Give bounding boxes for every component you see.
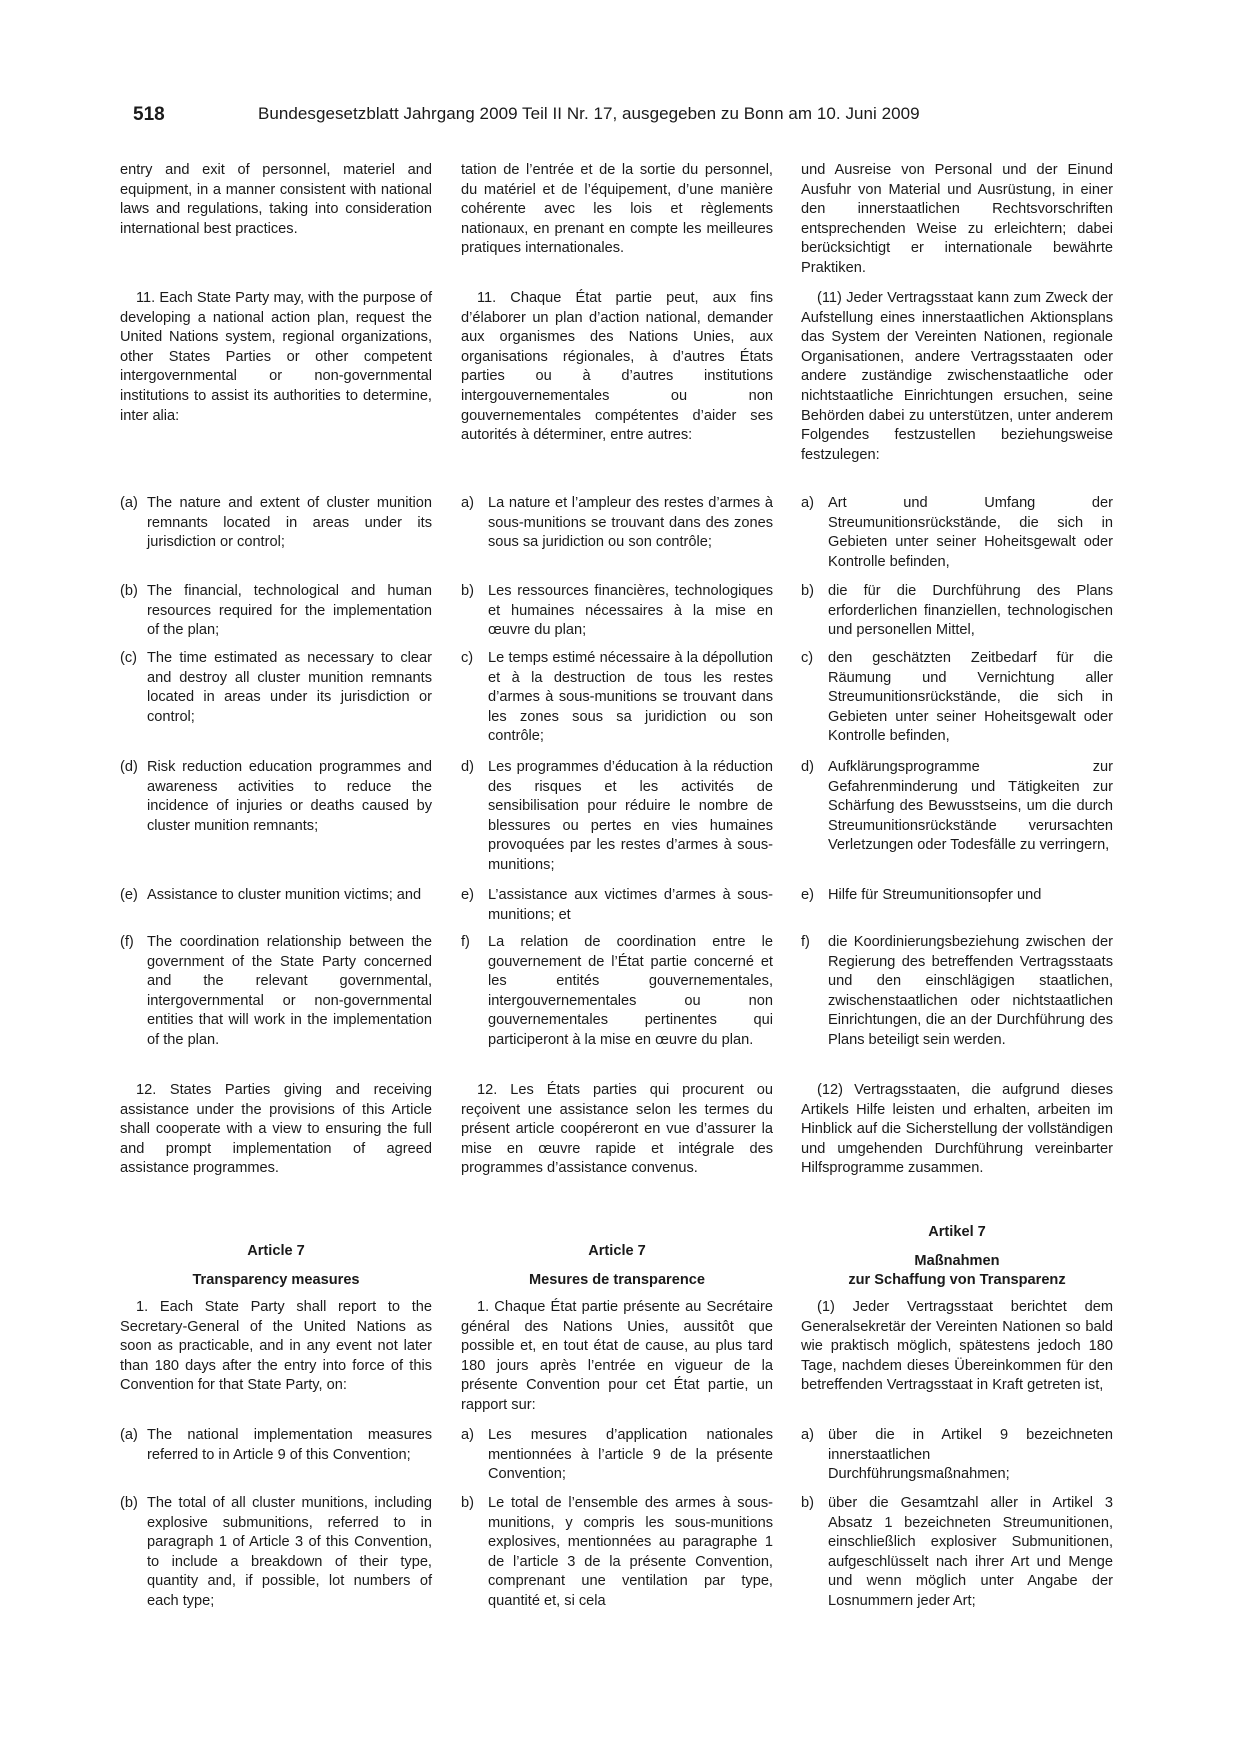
item-text: Le total de l’ensemble des armes à sous-munitions, y compris les sous-munitions explosives, mentionnées au paragraphe 1 de l’article 3 de la présente Convention, comprenant une ventilation par type, quantité et, si cela bbox=[488, 1495, 773, 1609]
en-article-title: Transparency measures bbox=[192, 1272, 360, 1288]
item-text: die Koordinierungsbeziehung zwischen der Regierung des betreffenden Vertragsstaats und den einschlägigen staatlichen, zwischenstaatlichen oder nichtstaatlichen Einrichtungen, die an der Durchführung des Plans beteiligt sein werden. bbox=[828, 934, 1113, 1048]
item-text: L’assistance aux victimes d’armes à sous-munitions; et bbox=[488, 887, 773, 923]
de-item-f bbox=[801, 933, 1113, 1051]
item-label: e) bbox=[801, 887, 814, 903]
en-item-b bbox=[120, 582, 432, 641]
de-article-title-line-2: zur Schaffung von Transparenz bbox=[848, 1272, 1066, 1288]
item-label: (d) bbox=[120, 759, 138, 775]
en-article-heading: Article 7 bbox=[247, 1243, 305, 1259]
en-paragraph-11: 11. Each State Party may, with the purpose of developing a national action plan, request the United Nations system, regional organizations, other States Parties or other competent intergovernmental or non-governmental institutions to assist its authorities to determine, inter alia: bbox=[120, 290, 432, 424]
item-text: über die Gesamtzahl aller in Artikel 3 Absatz 1 bezeichneten Streumunitionen, einschließlich explosiver Submunitionen, aufgeschlüsselt nach ihrer Art und Menge und wenn möglich unter Angabe der Losnummern jeder Art; bbox=[828, 1495, 1113, 1609]
item-label: a) bbox=[801, 1427, 814, 1443]
de-item-c bbox=[801, 649, 1113, 747]
fr-paragraph-12: 12. Les États parties qui procurent ou reçoivent une assistance selon les termes du présent article coopéreront en vue d’assurer la mise en œuvre rapide et intégrale des programmes d’assistance convenus. bbox=[461, 1082, 773, 1177]
item-text: The total of all cluster munitions, including explosive submunitions, referred to in paragraph 1 of Article 3 of this Convention, to include a breakdown of their type, quantity and, if possible, lot numbers of each type; bbox=[147, 1495, 432, 1609]
item-text: die für die Durchführung des Plans erforderlichen finanziellen, technologischen und personellen Mittel, bbox=[828, 583, 1113, 639]
item-label: (e) bbox=[120, 887, 138, 903]
item-label: a) bbox=[461, 1427, 474, 1443]
item-label: c) bbox=[461, 650, 474, 666]
en-item-c bbox=[120, 649, 432, 727]
de-article7-item-b bbox=[801, 1494, 1113, 1612]
fr-item-d bbox=[461, 758, 773, 876]
item-text: Les mesures d’application nationales mentionnées à l’article 9 de la présente Convention; bbox=[488, 1427, 773, 1483]
de-item-d bbox=[801, 758, 1113, 856]
de-intro-paragraph: und Ausreise von Personal und der Einund Ausfuhr von Material und Ausrüstung, in einer den innerstaatlichen Rechtsvorschriften entsprechenden Weise zu erleichtern; dabei berücksichtigt er internationale bewährte Praktiken. bbox=[801, 162, 1113, 276]
fr-paragraph-11: 11. Chaque État partie peut, aux fins d’élaborer un plan d’action national, demander aux organismes des Nations Unies, aux organisations régionales, à d’autres États parties ou à d’autres institutions intergouvernementales ou non gouvernementales compétentes d’aider ses autorités à déterminer, entre autres: bbox=[461, 290, 773, 444]
item-label: a) bbox=[801, 495, 814, 511]
fr-article7-paragraph-1: 1. Chaque État partie présente au Secrétaire général des Nations Unies, aussitôt que possible et, en tout état de cause, au plus tard 180 jours après l’entrée en vigueur de la présente Convention pour cet État partie, un rapport sur: bbox=[461, 1299, 773, 1413]
de-item-a bbox=[801, 494, 1113, 572]
en-paragraph-12: 12. States Parties giving and receiving assistance under the provisions of this Article shall cooperate with a view to ensuring the full and prompt implementation of agreed assistance programmes. bbox=[120, 1082, 432, 1177]
item-label: e) bbox=[461, 887, 474, 903]
en-item-d bbox=[120, 758, 432, 836]
item-label: (c) bbox=[120, 650, 138, 666]
en-article7-paragraph-1: 1. Each State Party shall report to the Secretary-General of the United Nations as soon as practicable, and in any event not later than 180 days after the entry into force of this Convention for that State Party, on: bbox=[120, 1299, 432, 1394]
item-label: f) bbox=[461, 934, 470, 950]
item-text: den geschätzten Zeitbedarf für die Räumung und Vernichtung aller Streumunitionsrückstände, die sich in Gebieten unter seiner Hoheitsgewalt oder Kontrolle befinden, bbox=[828, 650, 1113, 745]
item-label: b) bbox=[801, 1495, 814, 1511]
page-number: 518 bbox=[133, 104, 165, 125]
item-label: (f) bbox=[120, 934, 134, 950]
en-article7-item-a bbox=[120, 1426, 432, 1465]
page-header bbox=[133, 104, 1113, 134]
de-item-e bbox=[801, 886, 1113, 906]
de-paragraph-12: (12) Vertragsstaaten, die aufgrund dieses Artikels Hilfe leisten und erhalten, arbeiten im Hinblick auf die Sicherstellung der vollständigen und umgehenden Durchführung vereinbarter Hilfsprogramme zusammen. bbox=[801, 1082, 1113, 1177]
fr-article7-item-a bbox=[461, 1426, 773, 1485]
de-paragraph-11: (11) Jeder Vertragsstaat kann zum Zweck der Aufstellung eines innerstaatlichen Aktionsplans das System der Vereinten Nationen, regionale Organisationen, andere Vertragsstaaten oder andere zuständige zwischenstaatliche oder nichtstaatliche Einrichtungen ersuchen, seine Behörden dabei zu unterstützen, unter anderem Folgendes festzustellen beziehungsweise festzulegen: bbox=[801, 290, 1113, 463]
item-text: La relation de coordination entre le gouvernement de l’État partie concerné et les entités gouvernementales, intergouvernementales ou non gouvernementales pertinentes qui participeront à la mise en œuvre du plan. bbox=[488, 934, 773, 1048]
de-item-b bbox=[801, 582, 1113, 641]
fr-article-heading: Article 7 bbox=[588, 1243, 646, 1259]
item-label: (b) bbox=[120, 1495, 138, 1511]
de-article7-item-a bbox=[801, 1426, 1113, 1485]
item-text: Le temps estimé nécessaire à la dépollution et à la destruction de tous les restes d’armes à sous-munitions se trouvant dans les zones sous sa juridiction ou son contrôle; bbox=[488, 650, 773, 745]
en-item-a bbox=[120, 494, 432, 553]
item-text: Les ressources financières, technologiques et humaines nécessaires à la mise en œuvre du plan; bbox=[488, 583, 773, 639]
fr-item-f bbox=[461, 933, 773, 1051]
fr-article-title: Mesures de transparence bbox=[528, 1272, 706, 1288]
item-text: The national implementation measures referred to in Article 9 of this Convention; bbox=[147, 1427, 432, 1463]
de-article7-paragraph-1: (1) Jeder Vertragsstaat berichtet dem Generalsekretär der Vereinten Nationen so bald wie praktisch möglich, spätestens jedoch 180 Tage, nachdem dieses Übereinkommen für den betreffenden Vertragsstaat in Kraft getreten ist, bbox=[801, 1299, 1113, 1394]
item-label: d) bbox=[461, 759, 474, 775]
fr-item-b bbox=[461, 582, 773, 641]
item-text: Aufklärungsprogramme zur Gefahrenminderung und Tätigkeiten zur Schärfung des Bewusstseins, um die durch Streumunitionsrückstände verursachten Verletzungen oder Todesfälle zu verringern, bbox=[828, 759, 1113, 854]
item-text: Assistance to cluster munition victims; and bbox=[147, 887, 422, 903]
journal-title: Bundesgesetzblatt Jahrgang 2009 Teil II Nr. 17, ausgegeben zu Bonn am 10. Juni 2009 bbox=[258, 104, 920, 123]
item-text: The coordination relationship between the government of the State Party concerned and the relevant governmental, intergovernmental or non-governmental entities that will work in the implementation of the plan. bbox=[147, 934, 432, 1048]
item-text: The time estimated as necessary to clear and destroy all cluster munition remnants located in areas under its jurisdiction or control; bbox=[147, 650, 432, 725]
item-label: f) bbox=[801, 934, 810, 950]
en-item-e bbox=[120, 886, 432, 906]
en-item-f bbox=[120, 933, 432, 1051]
item-label: (a) bbox=[120, 1427, 138, 1443]
item-label: c) bbox=[801, 650, 814, 666]
item-label: b) bbox=[461, 1495, 474, 1511]
fr-item-a bbox=[461, 494, 773, 553]
de-article-title-line-1: Maßnahmen bbox=[914, 1253, 1000, 1269]
item-label: (a) bbox=[120, 495, 138, 511]
item-text: The financial, technological and human resources required for the implementation of the plan; bbox=[147, 583, 432, 639]
item-label: d) bbox=[801, 759, 814, 775]
fr-item-e bbox=[461, 886, 773, 925]
item-text: Risk reduction education programmes and awareness activities to reduce the incidence of injuries or deaths caused by cluster munition remnants; bbox=[147, 759, 432, 834]
item-label: b) bbox=[461, 583, 474, 599]
item-text: Les programmes d’éducation à la réduction des risques et les activités de sensibilisation pour réduire le nombre de blessures ou pertes en vies humaines provoquées par les restes d’armes à sous-munitions; bbox=[488, 759, 773, 873]
de-article-heading: Artikel 7 bbox=[928, 1224, 986, 1240]
en-intro-paragraph: entry and exit of personnel, materiel and equipment, in a manner consistent with national laws and regulations, taking into consideration international best practices. bbox=[120, 162, 432, 237]
item-text: Art und Umfang der Streumunitionsrückstände, die sich in Gebieten unter seiner Hoheitsgewalt oder Kontrolle befinden, bbox=[828, 495, 1113, 570]
item-text: Hilfe für Streumunitionsopfer und bbox=[828, 887, 1042, 903]
item-label: (b) bbox=[120, 583, 138, 599]
fr-item-c bbox=[461, 649, 773, 747]
item-label: a) bbox=[461, 495, 474, 511]
item-text: über die in Artikel 9 bezeichneten innerstaatlichen Durchführungsmaßnahmen; bbox=[828, 1427, 1113, 1483]
item-text: The nature and extent of cluster munition remnants located in areas under its jurisdiction or control; bbox=[147, 495, 432, 551]
fr-article7-item-b bbox=[461, 1494, 773, 1612]
fr-intro-paragraph: tation de l’entrée et de la sortie du personnel, du matériel et de l’équipement, d’une manière cohérente avec les lois et règlements nationaux, en prenant en compte les meilleures pratiques internationales. bbox=[461, 162, 773, 257]
en-article7-item-b bbox=[120, 1494, 432, 1612]
item-label: b) bbox=[801, 583, 814, 599]
item-text: La nature et l’ampleur des restes d’armes à sous-munitions se trouvant dans des zones sous sa juridiction ou son contrôle; bbox=[488, 495, 773, 551]
